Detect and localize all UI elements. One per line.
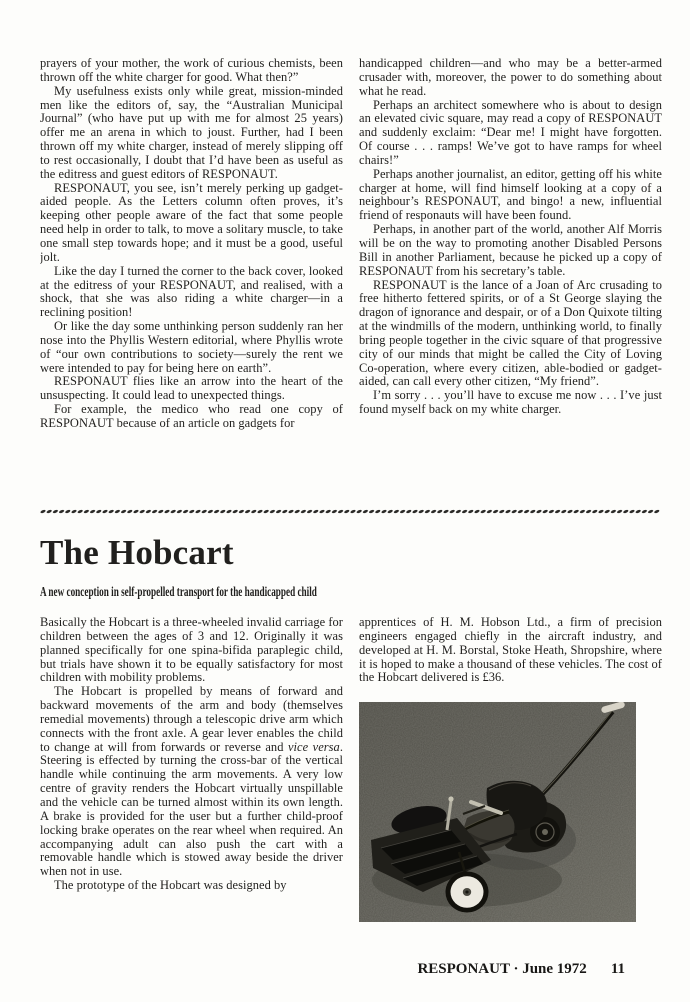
text-run: For example, the medico who read one copy of RESPONAUT because of an article on gadgets for (40, 402, 343, 430)
hobcart-left-column (40, 616, 343, 936)
paragraph (40, 182, 343, 265)
paragraph (40, 403, 343, 431)
text-run: My usefulness exists only while great, mission-minded men like the editors of, say, the “Australian Municipal Journal” (who have put up with me for almost 25 years) offer me an arena in which to joust. Further, had I been thrown off my white charger, instead of merely slipping off to rest occasionally, I doubt that I’d have been as useful as the editress and guest editors of RESPONAUT. (40, 83, 343, 181)
paragraph (40, 57, 343, 85)
text-run: I’m sorry . . . you’ll have to excuse me now . . . I’ve just found myself back on my white charger. (359, 388, 662, 417)
article-title: The Hobcart (40, 533, 234, 572)
text-run: Like the day I turned the corner to the back cover, looked at the editress of your RESPONAUT, and realised, with a shock, that she was also riding a white charger—in a reclining position! (40, 263, 343, 320)
rear-wheel-hub (542, 829, 548, 835)
front-wheel-axle (465, 891, 468, 894)
text-run: prayers of your mother, the work of curious chemists, been thrown off the white charger for good. What then?” (40, 57, 343, 84)
text-run: Basically the Hobcart is a three-wheeled invalid carriage for children between the ages of 3 and 12. Originally it was planned specifically for one spina-bifida paraplegic child, but trials have shown it to be equally satisfactory for most children with mobility problems. (40, 616, 343, 685)
paragraph (40, 320, 343, 375)
paragraph (359, 99, 662, 168)
paragraph (40, 879, 343, 893)
editorial-article (40, 57, 662, 494)
text-run: . Steering is effected by turning the cross-bar of the vertical handle while continuing the arm movements. A very low centre of gravity renders the Hobcart virtually unspillable and the vehicle can be turned almost within its own length. A brake is provided for the user but a further child-proof locking brake operates on the rear wheel when required. An accompanying adult can also push the cart with a removable handle which is stowed away beside the driver when not in use. (40, 739, 343, 879)
text-run: RESPONAUT is the lance of a Joan of Arc crusading to free hitherto fettered spirits, or of a St George slaying the dragon of ignorance and despair, or of a Don Quixote tilting at the windmills of the modern, unthinking world, to finally bring people together in the civic square of that progressive city of our minds that might be called the City of Loving Co-operation, where every citizen, able-bodied or gadget-aided, can call every other citizen, “My friend”. (359, 277, 662, 389)
hobcart-right-text (359, 616, 662, 685)
hobcart-photo-illustration (359, 702, 636, 922)
text-run: The Hobcart is propelled by means of forward and backward movements of the arm and body (themselves remedial movements) through a telescopic drive arm which connects with the front axle. A gear lever enables the child to change at will from forwards or reverse and (40, 684, 343, 754)
text-run: Perhaps another journalist, an editor, getting off his white charger at home, will find himself looking at a copy of a neighbour’s RESPONAUT, and bingo! a new, influential friend of responauts will have been found. (359, 166, 662, 223)
hobcart-right-column (359, 616, 662, 936)
paragraph (40, 616, 343, 685)
paragraph (359, 389, 662, 417)
page-footer (0, 960, 625, 978)
gear-lever-knob (448, 797, 453, 802)
paragraph (40, 375, 343, 403)
hobcart-article (40, 616, 662, 936)
text-run: apprentices of H. M. Hobson Ltd., a firm of precision engineers engaged chiefly in the aircraft industry, and developed at H. M. Borstal, Stoke Heath, Shropshire, where it is hoped to make a thousand of these vehicles. The cost of the Hobcart delivered is £36. (359, 616, 662, 685)
paragraph (40, 685, 343, 879)
editorial-right-column (359, 57, 662, 494)
section-divider (40, 509, 660, 514)
article-subtitle-text: A new conception in self-propelled transport for the handicapped child (40, 584, 317, 599)
footer-page-number: 11 (610, 961, 625, 977)
text-run: vice versa (287, 739, 340, 754)
paragraph (40, 265, 343, 320)
article-subtitle (40, 584, 690, 599)
paragraph (359, 279, 662, 390)
paragraph (359, 168, 662, 223)
text-run: RESPONAUT flies like an arrow into the heart of the unsuspecting. It could lead to unexpected things. (40, 374, 343, 403)
paragraph (359, 57, 662, 99)
editorial-left-column (40, 57, 343, 494)
text-run: Or like the day some unthinking person suddenly ran her nose into the Phyllis Western editorial, where Phyllis wrote of “our own contributions to society—surely the rent we were intended to pay for being here on earth”. (40, 319, 343, 375)
text-run: The prototype of the Hobcart was designed by (54, 878, 287, 893)
footer-journal: RESPONAUT · June 1972 (417, 961, 587, 977)
hobcart-photo (359, 702, 636, 922)
text-run: Perhaps an architect somewhere who is about to design an elevated civic square, may read a copy of RESPONAUT and suddenly exclaim: “Dear me! I might have forgotten. Of course . . . ramps! We’ve got to have ramps for wheel chairs!” (359, 97, 662, 167)
text-run: RESPONAUT, you see, isn’t merely perking up gadget-aided people. As the Letters column often proves, it’s keeping other people aware of the fact that some people need help in order to talk, to move a solitary muscle, to take one small step towards hope; and it must be a good, useful jolt. (40, 180, 343, 264)
paragraph (40, 85, 343, 182)
paragraph (359, 223, 662, 278)
paragraph (359, 616, 662, 685)
text-run: handicapped children—and who may be a better-armed crusader with, moreover, the power to do something about what he read. (359, 57, 662, 98)
text-run: Perhaps, in another part of the world, another Alf Morris will be on the way to promoting another Disabled Persons Bill in another Parliament, because he picked up a copy of RESPONAUT from his secretary’s table. (359, 222, 662, 278)
